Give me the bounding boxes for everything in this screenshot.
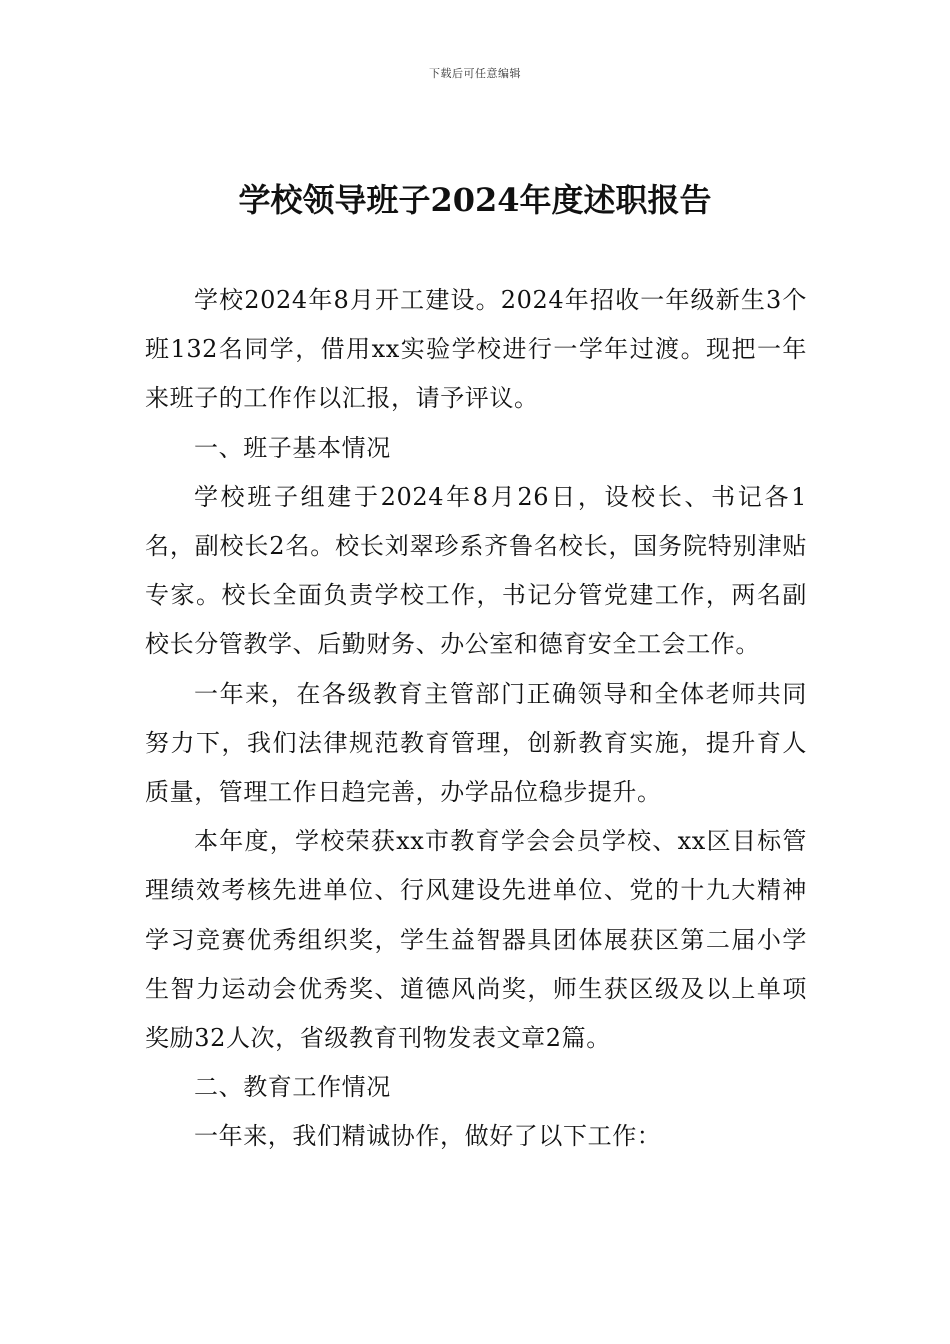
document-title: 学校领导班子2024年度述职报告: [238, 181, 712, 219]
section-heading-1: 一、班子基本情况: [194, 433, 391, 462]
paragraph-intro: 学校2024年8月开工建设。2024年招收一年级新生3个班132名同学，借用xx实验学校进行一学年过渡。现把一年来班子的工作作以汇报，请予评议。: [145, 286, 807, 413]
paragraph-work-intro: 一年来，我们精诚协作，做好了以下工作：: [194, 1122, 662, 1151]
section-heading-2: 二、教育工作情况: [194, 1073, 391, 1102]
header-note: 下载后可任意编辑: [429, 67, 521, 80]
paragraph-team-overview: 学校班子组建于2024年8月26日，设校长、书记各1名，副校长2名。校长刘翠珍系齐鲁名校长，国务院特别津贴专家。校长全面负责学校工作，书记分管党建工作，两名副校长分管教学、后勤财务、办公室和德育安全工会工作。: [145, 482, 807, 659]
paragraph-year-summary: 一年来，在各级教育主管部门正确领导和全体老师共同努力下，我们法律规范教育管理，创新教育实施，提升育人质量，管理工作日趋完善，办学品位稳步提升。: [145, 679, 807, 807]
document-body: [145, 276, 807, 1162]
paragraph-honors: 本年度，学校荣获xx市教育学会会员学校、xx区目标管理绩效考核先进单位、行风建设先进单位、党的十九大精神学习竞赛优秀组织奖，学生益智器具团体展获区第二届小学生智力运动会优秀奖、道德风尚奖，师生获区级及以上单项奖励32人次，省级教育刊物发表文章2篇。: [145, 827, 807, 1053]
